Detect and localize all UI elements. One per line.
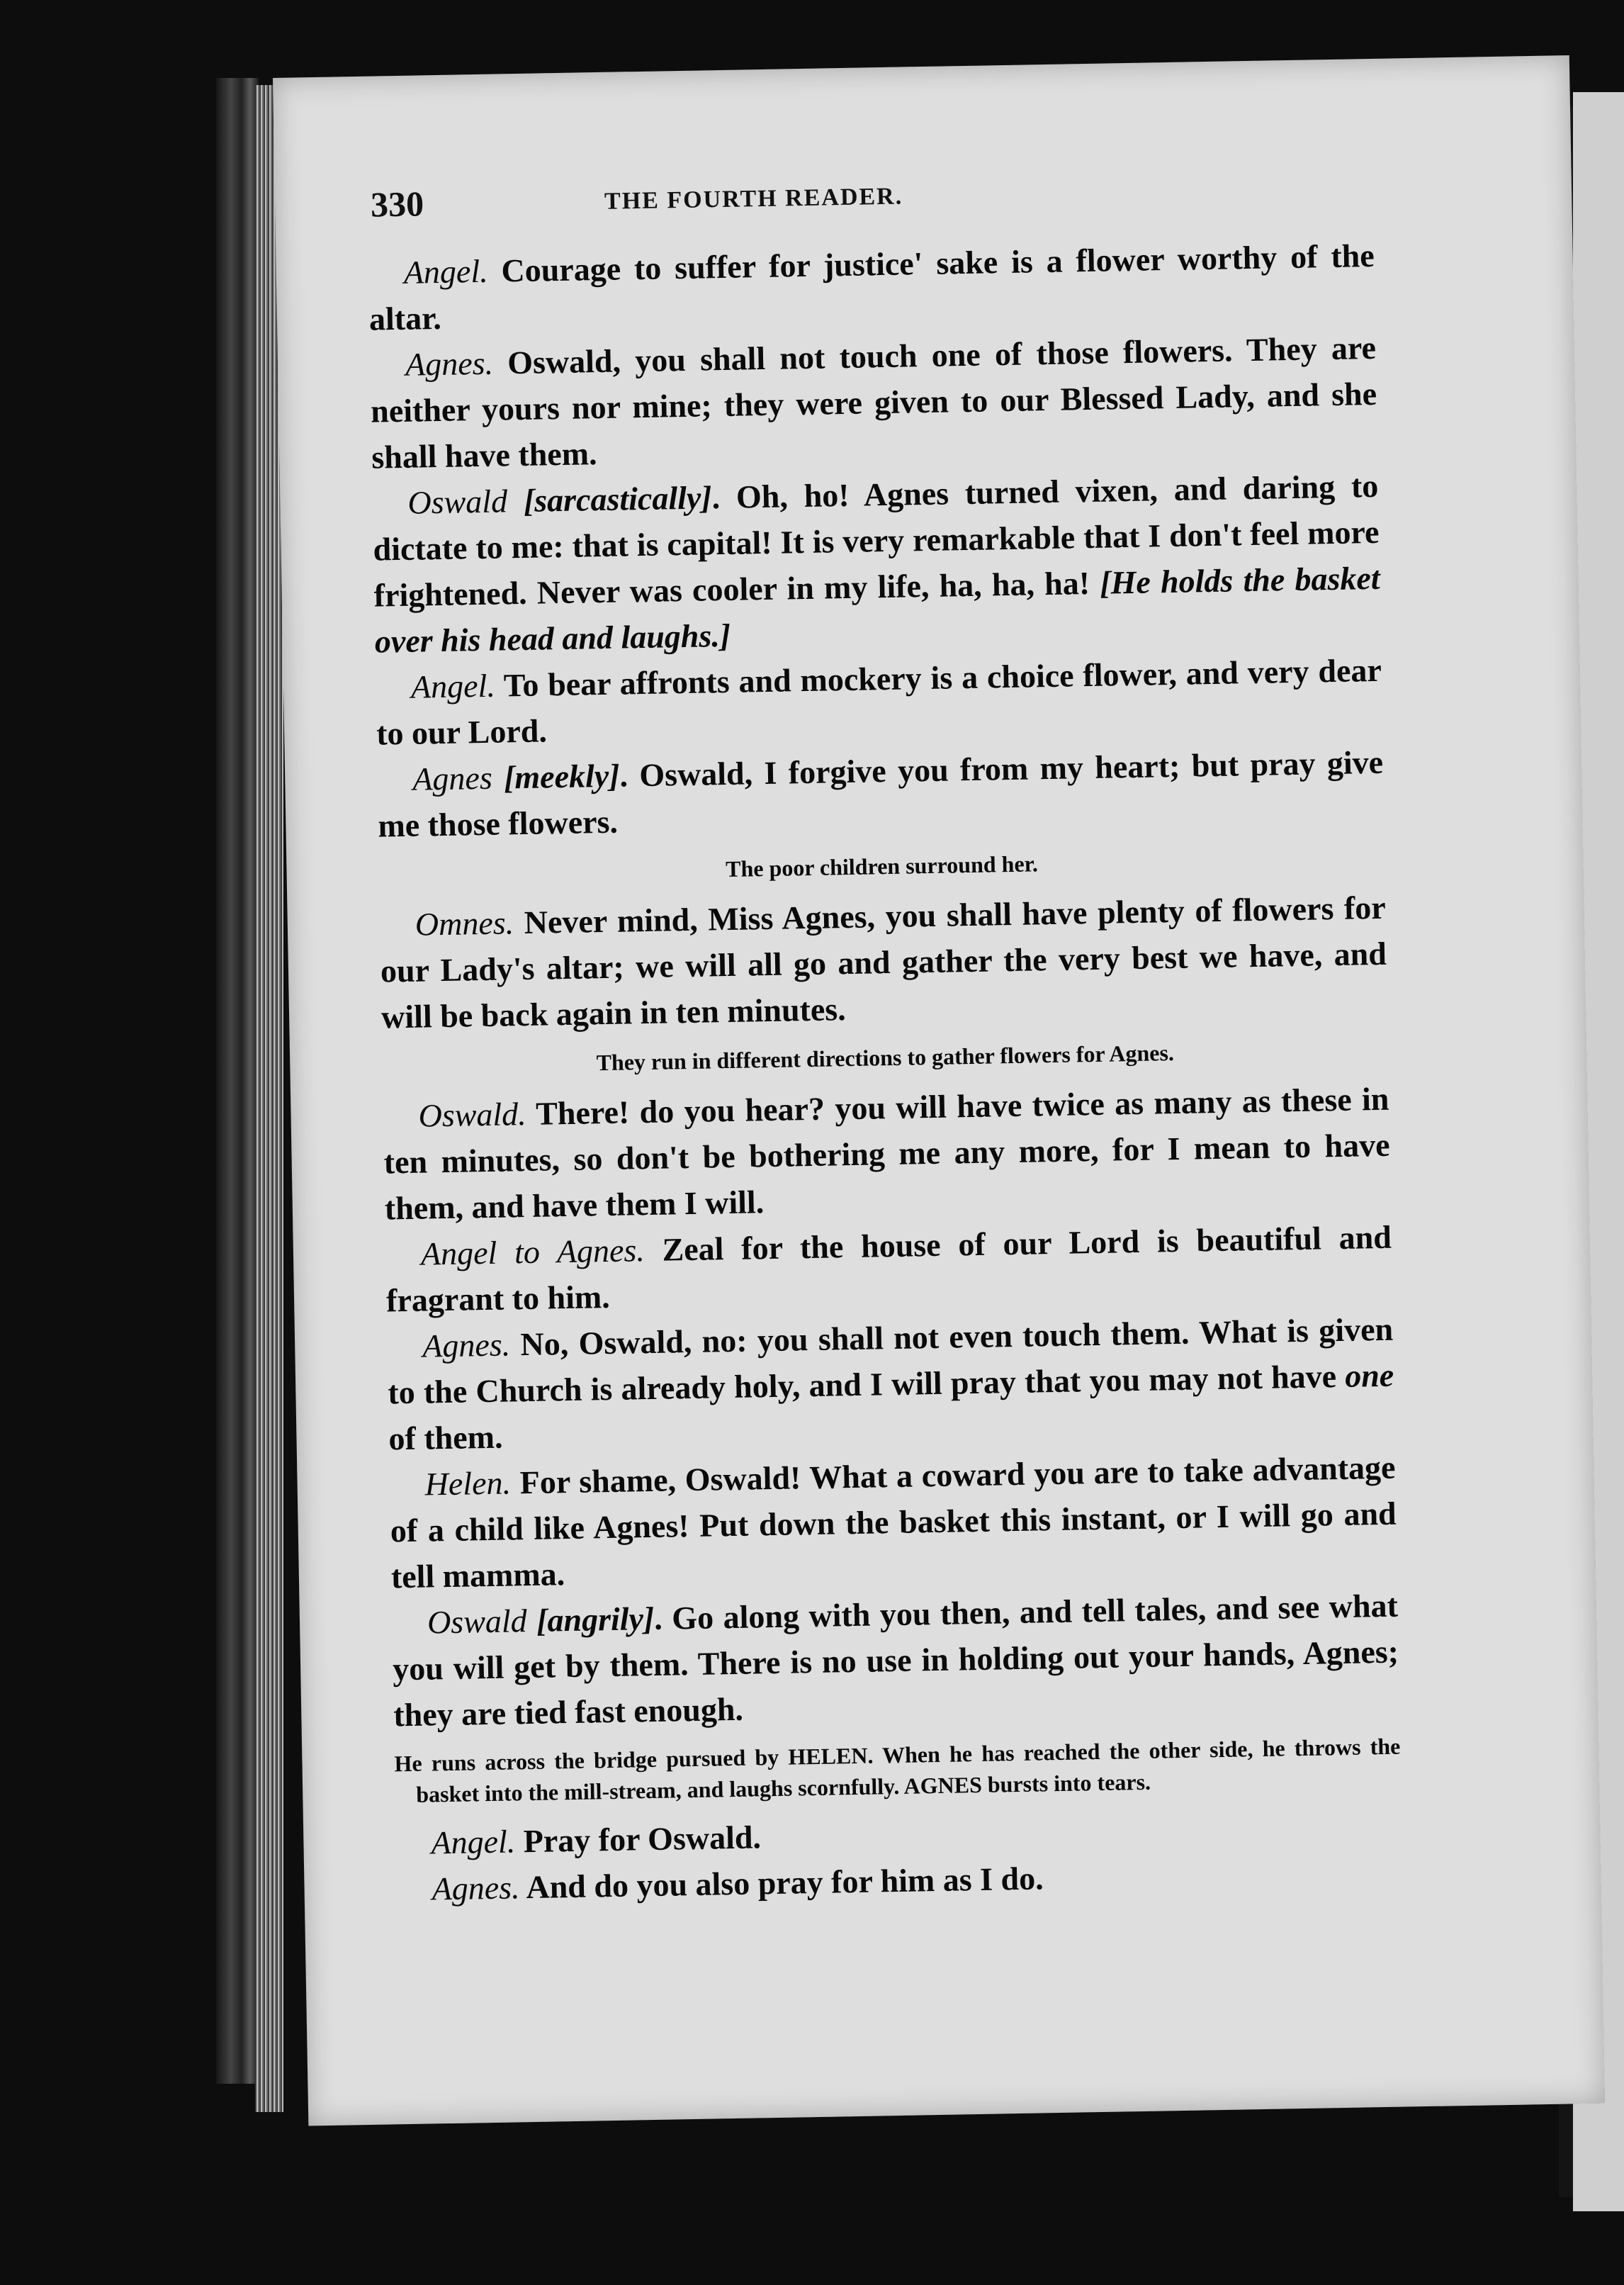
stage-direction-inline: [angrily] (526, 1600, 655, 1639)
dialogue-paragraph (368, 232, 1375, 342)
dialogue-paragraph (372, 463, 1381, 665)
speaker-name: Angel. (403, 252, 489, 291)
stage-direction-inline: [meekly] (492, 757, 620, 796)
book-spine (216, 78, 259, 2084)
speaker-name: Angel to Agnes. (420, 1232, 645, 1272)
dialogue-text: To bear affronts and mockery is a choice flower, and very dear to our Lord. (376, 651, 1382, 752)
speaker-name: Angel. (431, 1823, 516, 1861)
dialogue-text: Courage to suffer for justice' sake is a flower worthy of the altar. (368, 237, 1375, 337)
dialogue-text: . Go along with you then, and tell tales, and see what you will get by them. There is no use in holding out your hands, Agnes; they are tied fast enough. (392, 1587, 1399, 1734)
dialogue-text: And do you also pray for him as I do. (519, 1860, 1044, 1906)
page-header (371, 164, 1505, 234)
page-number: 330 (370, 184, 424, 225)
speaker-name: Agnes. (422, 1326, 511, 1364)
speaker-name: Helen. (424, 1464, 512, 1503)
dialogue-text: For shame, Oswald! What a coward you are to take advantage of a child like Agnes! Put down the basket this instant, or I will go and tell mamma. (390, 1449, 1397, 1595)
stage-direction: The poor children surround her. (725, 850, 1039, 882)
dialogue-paragraph (392, 1583, 1400, 1739)
stage-direction: They run in different directions to gather flowers for Agnes. (596, 1040, 1175, 1076)
dialogue-paragraph (387, 1306, 1395, 1462)
book-page (273, 55, 1605, 2126)
dialogue-paragraph (379, 885, 1387, 1040)
running-head: THE FOURTH READER. (604, 183, 903, 215)
dialogue-paragraph (377, 739, 1385, 849)
dialogue-paragraph (370, 325, 1378, 481)
dialogue-text: There! do you hear? you will have twice as many as these in ten minutes, so don't be bothering me any more, for I mean to have them, and have them I will. (383, 1080, 1390, 1227)
speaker-name: Angel. (410, 667, 496, 705)
speaker-name: Omnes. (415, 904, 514, 943)
speaker-name: Oswald (407, 483, 508, 521)
page-text (368, 232, 1403, 1912)
dialogue-paragraph (383, 1076, 1391, 1232)
dialogue-paragraph (375, 647, 1382, 757)
speaker-name: Agnes. (405, 344, 494, 383)
speaker-name: Oswald. (418, 1095, 527, 1134)
dialogue-text: Never mind, Miss Agnes, you shall have plenty of flowers for our Lady's altar; we will all go and gather the very best we have, and will be back again in ten minutes. (380, 889, 1387, 1035)
emphasized-word: one (1344, 1357, 1394, 1394)
stage-direction-inline: [He holds the basket over his head and laughs.] (374, 559, 1380, 660)
dialogue-text: of them. (388, 1418, 503, 1457)
dialogue-text: No, Oswald, no: you shall not even touch them. What is given to the Church is already holy, and I will pray that you may not have (387, 1310, 1394, 1411)
dialogue-text: Zeal for the house of our Lord is beautiful and fragrant to him. (385, 1218, 1392, 1319)
dialogue-paragraph (389, 1444, 1397, 1600)
stage-direction-inline: [sarcastically] (507, 479, 713, 520)
stage-direction: He runs across the bridge pursued by HELEN. When he has reached the other side, he throws the basket into the mill-stream, and laughs scornfully. AGNES bursts into tears. (394, 1733, 1401, 1807)
speaker-name: Agnes (412, 759, 493, 797)
dialogue-text: . Oh, ho! Agnes turned vixen, and daring to dictate to me: that is capital! It is very remarkable that I don't feel more frightened. Never was cooler in my life, ha, ha, ha! (373, 467, 1380, 614)
dialogue-paragraph (385, 1214, 1392, 1324)
dialogue-text: Pray for Oswald. (514, 1819, 762, 1860)
dialogue-text: Oswald, you shall not touch one of those flowers. They are neither yours nor mine; they were given to our Blessed Lady, and she shall have them. (370, 329, 1377, 476)
speaker-name: Agnes. (432, 1869, 520, 1907)
speaker-name: Oswald (427, 1602, 528, 1641)
dialogue-text: . Oswald, I forgive you from my heart; but pray give me those flowers. (377, 743, 1384, 844)
